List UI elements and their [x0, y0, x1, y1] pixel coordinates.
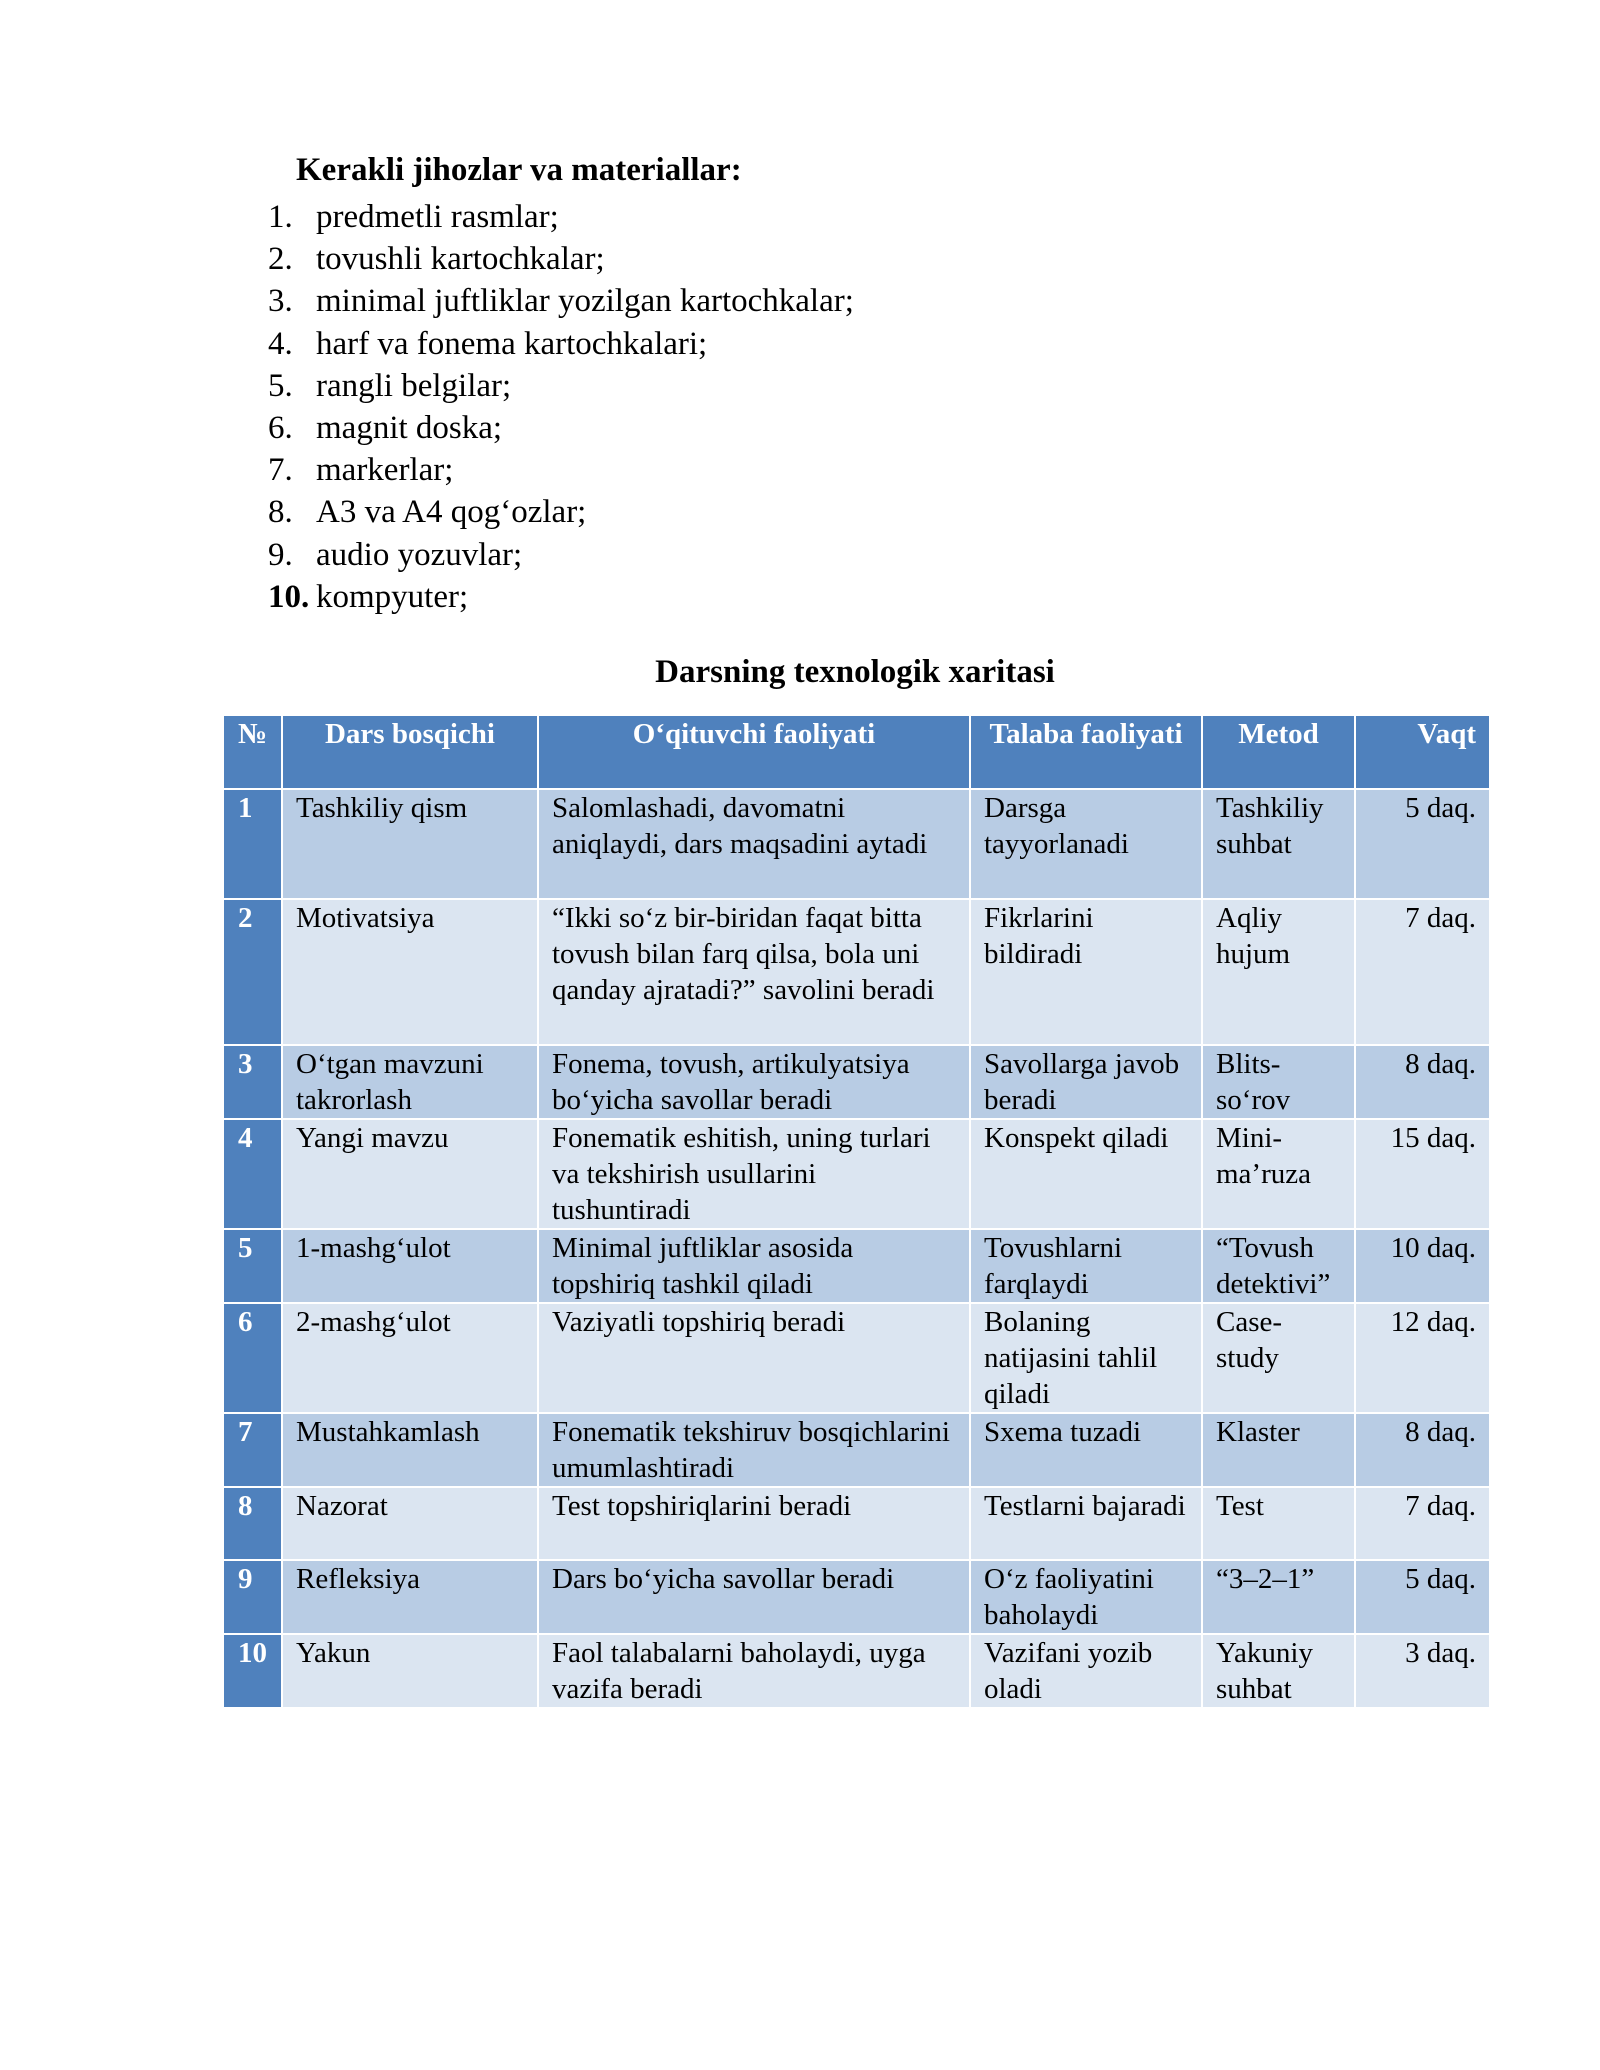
list-item	[268, 407, 854, 449]
row-student-activity: Darsga tayyorlanadi	[970, 789, 1202, 899]
row-stage: 2-mashg‘ulot	[282, 1303, 538, 1413]
list-item-number: 7.	[268, 452, 293, 489]
table-row	[224, 1229, 1490, 1303]
row-number: 4	[224, 1119, 282, 1229]
list-item-text: magnit doska;	[316, 410, 503, 447]
table-title: Darsning texnologik xaritasi	[655, 654, 1055, 690]
list-item-text: audio yozuvlar;	[316, 536, 523, 573]
list-item-number: 6.	[268, 410, 293, 447]
table-header-row	[224, 716, 1490, 789]
row-stage: Mustahkamlash	[282, 1413, 538, 1487]
row-method: Tashkiliy suhbat	[1202, 789, 1355, 899]
list-item-text: kompyuter;	[316, 578, 469, 615]
row-time: 8 daq.	[1355, 1045, 1490, 1119]
materials-heading: Kerakli jihozlar va materiallar:	[296, 152, 742, 188]
row-time: 7 daq.	[1355, 899, 1490, 1045]
list-item	[268, 449, 854, 491]
list-item-text: predmetli rasmlar;	[316, 199, 559, 235]
row-number: 3	[224, 1045, 282, 1119]
table-row	[224, 789, 1490, 899]
list-item	[268, 323, 854, 365]
lesson-plan-table	[224, 716, 1491, 1709]
row-stage: Yakun	[282, 1634, 538, 1708]
row-teacher-activity: Fonematik eshitish, uning turlari va tekshirish usullarini tushuntiradi	[538, 1119, 970, 1229]
row-student-activity: Sxema tuzadi	[970, 1413, 1202, 1487]
row-time: 10 daq.	[1355, 1229, 1490, 1303]
row-teacher-activity: Salomlashadi, davomatni aniqlaydi, dars maqsadini aytadi	[538, 789, 970, 899]
list-item-number: 2.	[268, 241, 293, 278]
row-number: 8	[224, 1487, 282, 1560]
row-number: 6	[224, 1303, 282, 1413]
row-method: Test	[1202, 1487, 1355, 1560]
row-stage: Nazorat	[282, 1487, 538, 1560]
row-student-activity: Tovushlarni farqlaydi	[970, 1229, 1202, 1303]
row-stage: Motivatsiya	[282, 899, 538, 1045]
row-stage: Yangi mavzu	[282, 1119, 538, 1229]
header-student-activity: Talaba faoliyati	[970, 716, 1202, 789]
table-row	[224, 1413, 1490, 1487]
row-stage: O‘tgan mavzuni takrorlash	[282, 1045, 538, 1119]
list-item-number: 10.	[268, 578, 310, 615]
table-row	[224, 1045, 1490, 1119]
row-stage: 1-mashg‘ulot	[282, 1229, 538, 1303]
row-method: Mini-ma’ruza	[1202, 1119, 1355, 1229]
row-method: Yakuniy suhbat	[1202, 1634, 1355, 1708]
list-item-text: minimal juftliklar yozilgan kartochkalar;	[316, 283, 854, 320]
row-student-activity: Vazifani yozib oladi	[970, 1634, 1202, 1708]
table-row	[224, 1119, 1490, 1229]
list-item	[268, 534, 854, 576]
list-item-number: 3.	[268, 283, 293, 320]
list-item-number: 1.	[268, 199, 293, 235]
row-teacher-activity: Minimal juftliklar asosida topshiriq tashkil qiladi	[538, 1229, 970, 1303]
list-item	[268, 238, 854, 280]
row-method: Klaster	[1202, 1413, 1355, 1487]
row-method: Case-study	[1202, 1303, 1355, 1413]
list-item	[268, 196, 854, 238]
row-time: 5 daq.	[1355, 789, 1490, 899]
row-student-activity: Konspekt qiladi	[970, 1119, 1202, 1229]
row-teacher-activity: Faol talabalarni baholaydi, uyga vazifa beradi	[538, 1634, 970, 1708]
list-item-number: 8.	[268, 494, 293, 531]
row-student-activity: Testlarni bajaradi	[970, 1487, 1202, 1560]
row-time: 7 daq.	[1355, 1487, 1490, 1560]
row-number: 2	[224, 899, 282, 1045]
row-time: 3 daq.	[1355, 1634, 1490, 1708]
row-teacher-activity: Fonematik tekshiruv bosqichlarini umumlashtiradi	[538, 1413, 970, 1487]
table-row	[224, 899, 1490, 1045]
row-time: 5 daq.	[1355, 1560, 1490, 1634]
row-time: 8 daq.	[1355, 1413, 1490, 1487]
list-item-number: 5.	[268, 367, 293, 404]
list-item	[268, 365, 854, 407]
row-stage: Refleksiya	[282, 1560, 538, 1634]
materials-list	[268, 196, 854, 618]
row-number: 5	[224, 1229, 282, 1303]
list-item-text: rangli belgilar;	[316, 367, 512, 404]
header-number: №	[224, 716, 282, 789]
list-item	[268, 576, 854, 618]
table-row	[224, 1634, 1490, 1708]
row-method: “3–2–1”	[1202, 1560, 1355, 1634]
header-teacher-activity: O‘qituvchi faoliyati	[538, 716, 970, 789]
row-method: “Tovush detektivi”	[1202, 1229, 1355, 1303]
row-method: Aqliy hujum	[1202, 899, 1355, 1045]
row-teacher-activity: Test topshiriqlarini beradi	[538, 1487, 970, 1560]
header-stage: Dars bosqichi	[282, 716, 538, 789]
header-method: Metod	[1202, 716, 1355, 789]
row-student-activity: Bolaning natijasini tahlil qiladi	[970, 1303, 1202, 1413]
list-item	[268, 280, 854, 322]
list-item	[268, 491, 854, 533]
list-item-text: A3 va A4 qog‘ozlar;	[316, 494, 587, 531]
row-student-activity: O‘z faoliyatini baholaydi	[970, 1560, 1202, 1634]
row-stage: Tashkiliy qism	[282, 789, 538, 899]
table-row	[224, 1303, 1490, 1413]
table-row	[224, 1560, 1490, 1634]
row-number: 9	[224, 1560, 282, 1634]
row-teacher-activity: Dars bo‘yicha savollar beradi	[538, 1560, 970, 1634]
row-teacher-activity: “Ikki so‘z bir-biridan faqat bitta tovush bilan farq qilsa, bola uni qanday ajratadi?” savolini beradi	[538, 899, 970, 1045]
row-student-activity: Fikrlarini bildiradi	[970, 899, 1202, 1045]
table-row	[224, 1487, 1490, 1560]
row-number: 1	[224, 789, 282, 899]
row-teacher-activity: Vaziyatli topshiriq beradi	[538, 1303, 970, 1413]
list-item-text: harf va fonema kartochkalari;	[316, 325, 708, 362]
row-time: 15 daq.	[1355, 1119, 1490, 1229]
list-item-text: markerlar;	[316, 452, 454, 489]
list-item-text: tovushli kartochkalar;	[316, 241, 605, 278]
row-method: Blits-so‘rov	[1202, 1045, 1355, 1119]
list-item-number: 4.	[268, 325, 293, 362]
row-number: 7	[224, 1413, 282, 1487]
row-number: 10	[224, 1634, 282, 1708]
row-student-activity: Savollarga javob beradi	[970, 1045, 1202, 1119]
header-time: Vaqt	[1355, 716, 1490, 789]
row-teacher-activity: Fonema, tovush, artikulyatsiya bo‘yicha savollar beradi	[538, 1045, 970, 1119]
row-time: 12 daq.	[1355, 1303, 1490, 1413]
list-item-number: 9.	[268, 536, 293, 573]
